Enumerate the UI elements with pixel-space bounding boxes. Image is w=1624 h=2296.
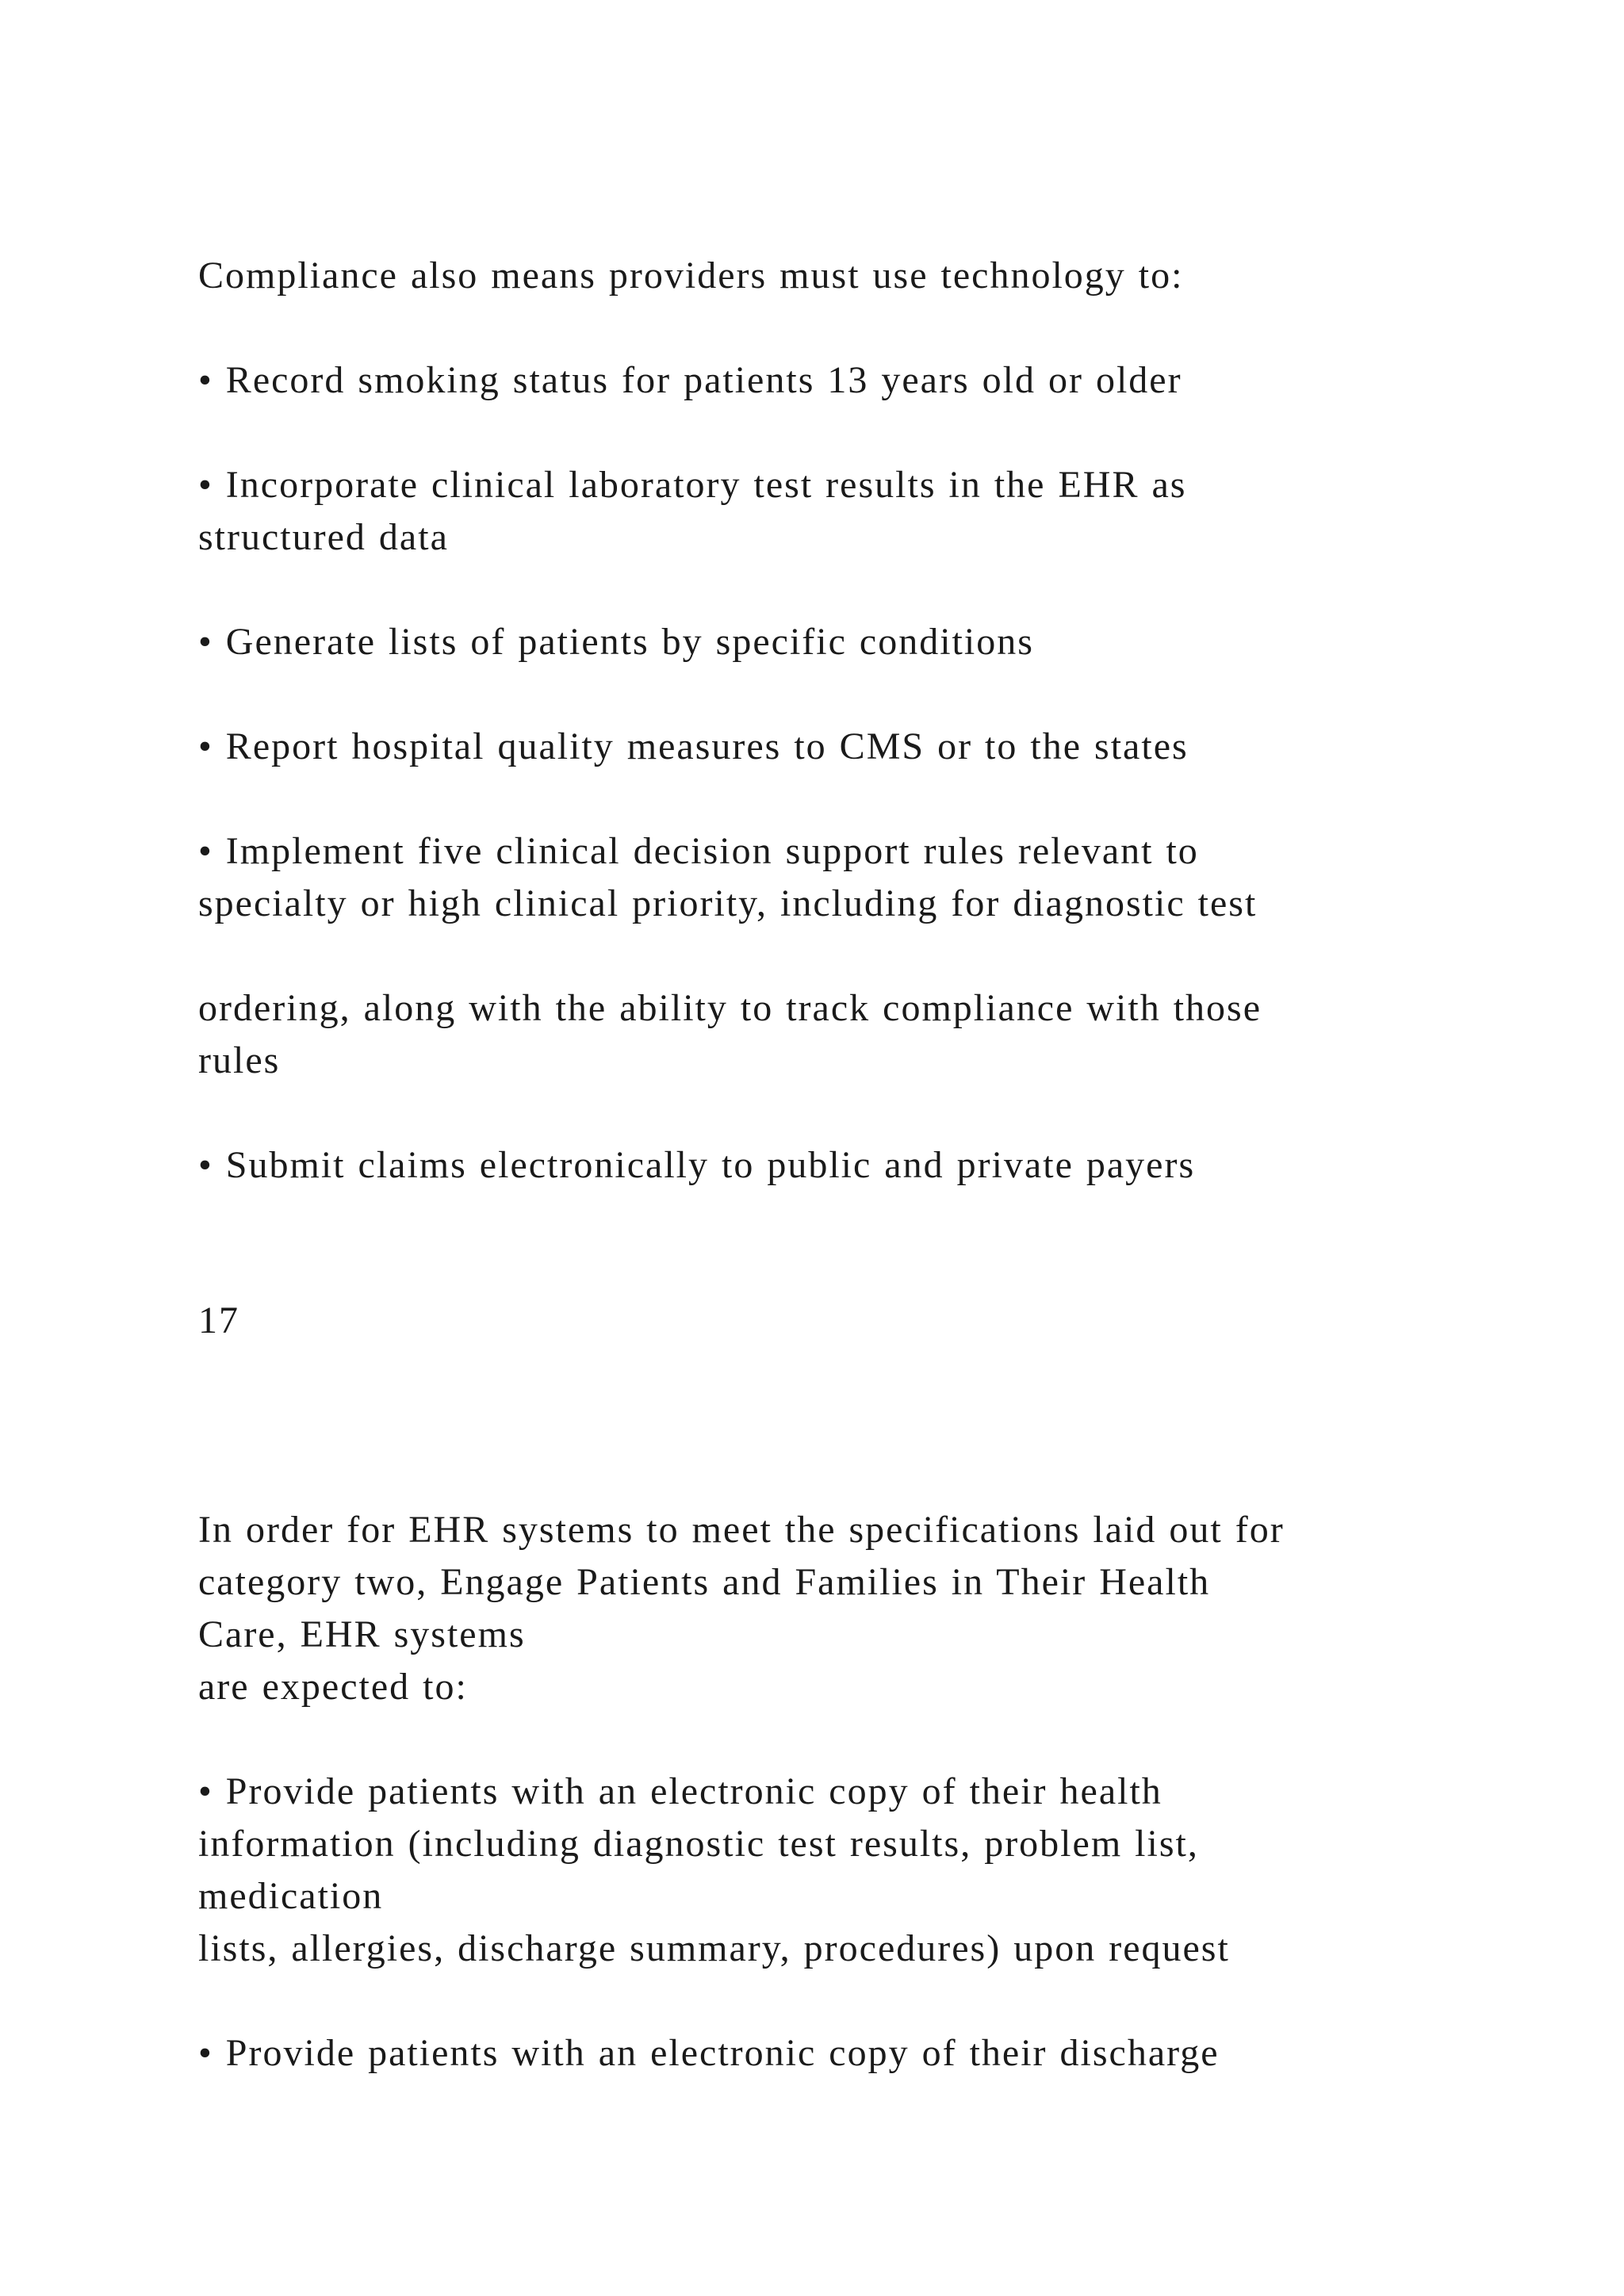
paragraph-2-line-2: category two, Engage Patients and Families in Their Health: [198, 1561, 1211, 1603]
bullet-decision-support-line-1: • Implement five clinical decision support rules relevant to: [198, 830, 1199, 872]
bullet-decision-support-line-4: rules: [198, 1039, 281, 1081]
bullet-decision-support-line-3: ordering, along with the ability to track compliance with those: [198, 987, 1262, 1029]
bullet-quality-measures: • Report hospital quality measures to CMS or to the states: [198, 725, 1189, 767]
bullet-submit-claims: • Submit claims electronically to public and private payers: [198, 1144, 1196, 1186]
bullet-decision-support-line-2: specialty or high clinical priority, including for diagnostic test: [198, 882, 1258, 924]
bullet-discharge-copy: • Provide patients with an electronic copy of their discharge: [198, 2032, 1220, 2074]
paragraph-2-line-3: Care, EHR systems: [198, 1613, 526, 1655]
page-number: 17: [198, 1299, 239, 1341]
bullet-health-info-line-4: lists, allergies, discharge summary, procedures) upon request: [198, 1927, 1230, 1969]
bullet-health-info-line-1: • Provide patients with an electronic copy of their health: [198, 1770, 1162, 1812]
bullet-patient-lists: • Generate lists of patients by specific conditions: [198, 621, 1034, 663]
bullet-health-info-line-2: information (including diagnostic test results, problem list,: [198, 1823, 1199, 1865]
bullet-lab-results-line-2: structured data: [198, 516, 449, 558]
paragraph-2-line-4: are expected to:: [198, 1666, 468, 1708]
paragraph-2-line-1: In order for EHR systems to meet the specifications laid out for: [198, 1509, 1285, 1551]
bullet-smoking-status: • Record smoking status for patients 13 years old or older: [198, 359, 1182, 401]
bullet-health-info-line-3: medication: [198, 1875, 384, 1917]
bullet-lab-results-line-1: • Incorporate clinical laboratory test results in the EHR as: [198, 464, 1187, 506]
intro-line: Compliance also means providers must use technology to:: [198, 254, 1184, 297]
